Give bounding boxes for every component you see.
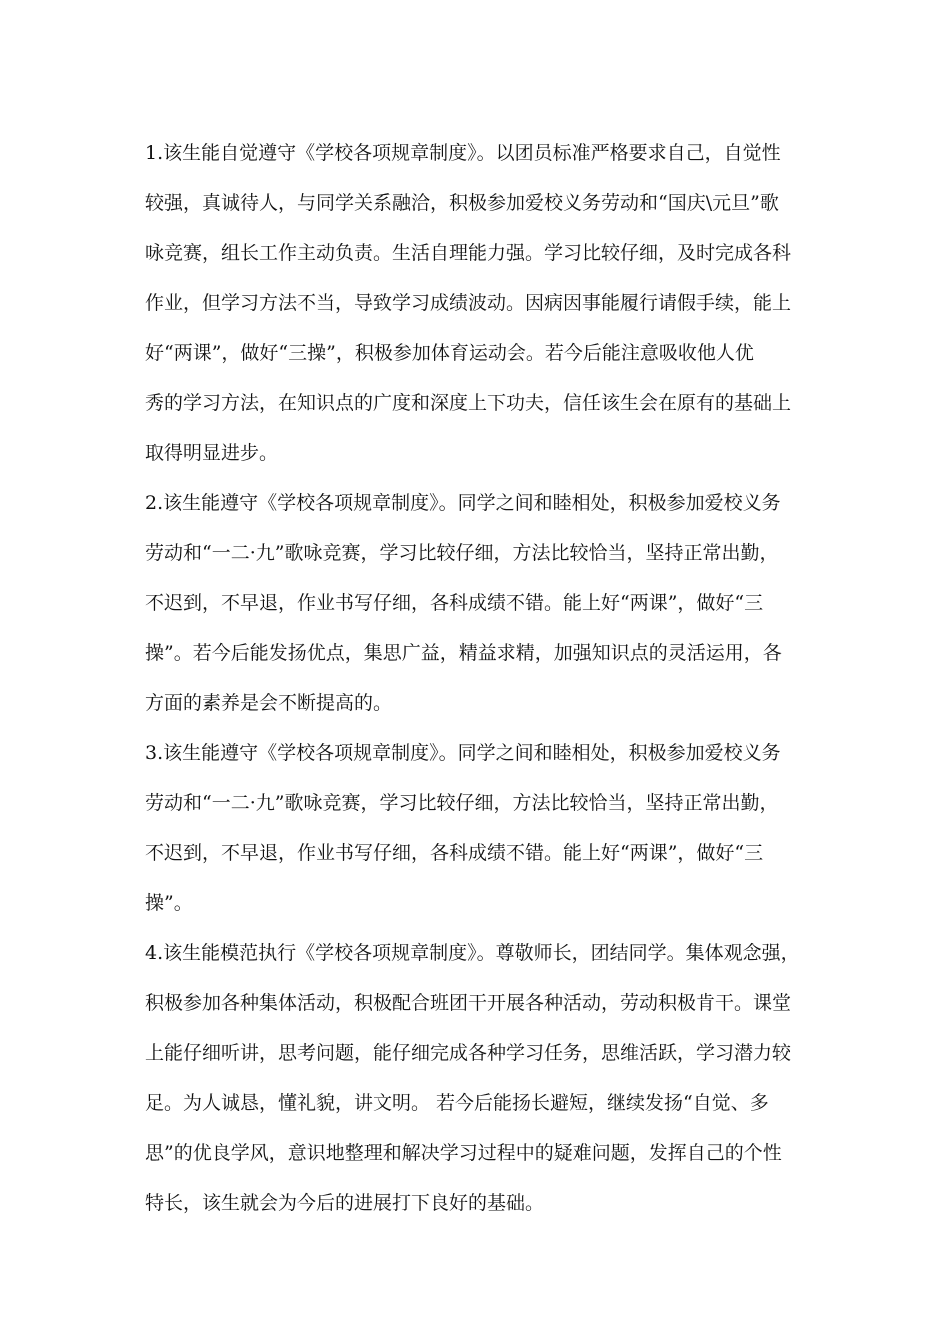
text-line: 较强，真诚待人，与同学关系融洽，积极参加爱校义务劳动和“国庆\元旦”歌 xyxy=(145,192,779,214)
text-line: 3.该生能遵守《学校各项规章制度》。同学之间和睦相处，积极参加爱校义务 xyxy=(145,742,781,764)
text-line: 劳动和“一二·九”歌咏竞赛，学习比较仔细，方法比较恰当，坚持正常出勤， xyxy=(145,792,779,814)
text-line: 好“两课”，做好“三操”，积极参加体育运动会。若今后能注意吸收他人优 xyxy=(145,342,754,364)
text-line: 上能仔细听讲，思考问题，能仔细完成各种学习任务，思维活跃，学习潜力较 xyxy=(145,1042,792,1064)
text-line: 2.该生能遵守《学校各项规章制度》。同学之间和睦相处，积极参加爱校义务 xyxy=(145,492,781,514)
paragraph-4 xyxy=(145,928,805,1228)
text-line: 操”。若今后能发扬优点，集思广益，精益求精，加强知识点的灵活运用，各 xyxy=(145,642,782,664)
text-line: 不迟到，不早退，作业书写仔细，各科成绩不错。能上好“两课”，做好“三 xyxy=(145,592,764,614)
text-line: 秀的学习方法，在知识点的广度和深度上下功夫，信任该生会在原有的基础上 xyxy=(145,392,792,414)
text-line: 操”。 xyxy=(145,892,193,914)
paragraph-3 xyxy=(145,728,805,928)
paragraph-2 xyxy=(145,478,805,728)
text-line: 劳动和“一二·九”歌咏竞赛，学习比较仔细，方法比较恰当，坚持正常出勤， xyxy=(145,542,779,564)
text-line: 特长，该生就会为今后的进展打下良好的基础。 xyxy=(145,1192,545,1214)
text-line: 方面的素养是会不断提高的。 xyxy=(145,692,393,714)
text-line: 咏竞赛，组长工作主动负责。生活自理能力强。学习比较仔细，及时完成各科 xyxy=(145,242,792,264)
paragraph-1 xyxy=(145,128,805,478)
text-line: 1.该生能自觉遵守《学校各项规章制度》。以团员标准严格要求自己，自觉性 xyxy=(145,142,781,164)
text-line: 4.该生能模范执行《学校各项规章制度》。尊敬师长，团结同学。集体观念强， xyxy=(145,942,800,964)
text-line: 思”的优良学风，意识地整理和解决学习过程中的疑难问题，发挥自己的个性 xyxy=(145,1142,782,1164)
text-line: 不迟到，不早退，作业书写仔细，各科成绩不错。能上好“两课”，做好“三 xyxy=(145,842,764,864)
document-body xyxy=(145,128,805,1228)
text-line: 积极参加各种集体活动，积极配合班团干开展各种活动，劳动积极肯干。课堂 xyxy=(145,992,792,1014)
text-line: 作业，但学习方法不当，导致学习成绩波动。因病因事能履行请假手续，能上 xyxy=(145,292,792,314)
text-line: 取得明显进步。 xyxy=(145,442,279,464)
text-line: 足。为人诚恳，懂礼貌，讲文明。 若今后能扬长避短，继续发扬“自觉、多 xyxy=(145,1092,769,1114)
